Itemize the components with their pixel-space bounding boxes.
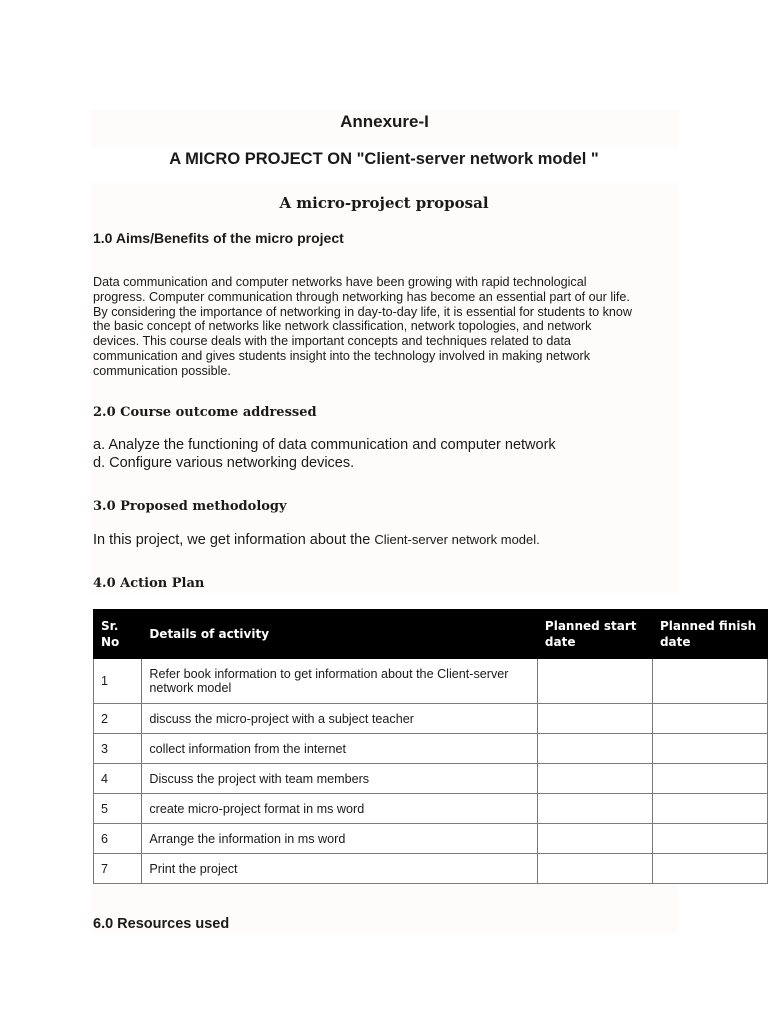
proposal-heading: A micro-project proposal [279,194,489,212]
aims-line: progress. Computer communication through networking has become an essential part of our life. [93,289,630,304]
cell-start-date [537,794,652,824]
cell-sr-no: 7 [94,854,142,884]
section-3-heading: 3.0 Proposed methodology [93,499,287,514]
cell-sr-no: 1 [94,659,142,704]
aims-line: communication and gives students insight into the technology involved in making network [93,348,591,363]
table-row [94,794,768,824]
table-row [94,764,768,794]
column-header-start-date [537,610,652,659]
cell-activity: discuss the micro-project with a subject teacher [142,704,538,734]
cell-activity: Arrange the information in ms word [142,824,538,854]
cell-finish-date [652,764,767,794]
aims-line: devices. This course deals with the important concepts and techniques related to data [93,334,571,349]
cell-activity: Discuss the project with team members [142,764,538,794]
cell-finish-date [652,824,767,854]
cell-start-date [537,734,652,764]
header-line: No [101,635,120,649]
cell-sr-no: 6 [94,824,142,854]
cell-start-date [537,659,652,704]
methodology-text [93,532,540,548]
cell-finish-date [652,734,767,764]
column-header-finish-date [652,610,767,659]
cell-sr-no: 2 [94,704,142,734]
cell-finish-date [652,794,767,824]
cell-sr-no: 5 [94,794,142,824]
column-header-activity [142,610,538,659]
cell-start-date [537,854,652,884]
action-plan-table [93,609,768,884]
cell-finish-date [652,854,767,884]
methodology-prefix: In this project, we get information about the [93,532,375,548]
section-6-heading: 6.0 Resources used [93,916,230,932]
aims-line: Data communication and computer networks have been growing with rapid technological [93,275,587,289]
table-row [94,824,768,854]
cell-activity: Refer book information to get information about the Client-server network model [142,659,538,704]
table-row [94,704,768,734]
methodology-model-name: Client-server network model. [374,532,540,547]
cell-activity: create micro-project format in ms word [142,794,538,824]
aims-line: the basic concept of networks like network classification, network topologies, and network [93,319,592,334]
header-line: Details of activity [149,627,270,641]
cell-finish-date [652,659,767,704]
table-row [94,734,768,764]
aims-paragraph [93,275,678,379]
annexure-label: Annexure-I [340,112,429,131]
table-row [94,854,768,884]
column-header-sr-no [94,610,142,659]
header-line: Planned start [544,619,637,633]
cell-sr-no: 3 [94,734,142,764]
section-1-heading: 1.0 Aims/Benefits of the micro project [93,230,344,246]
cell-start-date [537,824,652,854]
header-line: date [659,635,691,649]
aims-line: By considering the importance of networking in day-to-day life, it is essential for students to know [93,304,633,319]
cell-activity: Print the project [142,854,538,884]
aims-line: communication possible. [93,363,231,378]
project-title: A MICRO PROJECT ON "Client-server network model " [169,150,599,168]
table-row [94,659,768,704]
cell-finish-date [652,704,767,734]
section-4-heading: 4.0 Action Plan [93,576,205,591]
outcome-item: a. Analyze the functioning of data communication and computer network [93,437,556,453]
outcome-item: d. Configure various networking devices. [93,455,355,471]
cell-sr-no: 4 [94,764,142,794]
header-line: Sr. [101,619,119,633]
header-line: Planned finish [659,619,757,633]
section-2-heading: 2.0 Course outcome addressed [93,405,317,420]
cell-activity: collect information from the internet [142,734,538,764]
cell-start-date [537,704,652,734]
header-line: date [544,635,576,649]
table-header-row [94,610,768,659]
cell-start-date [537,764,652,794]
